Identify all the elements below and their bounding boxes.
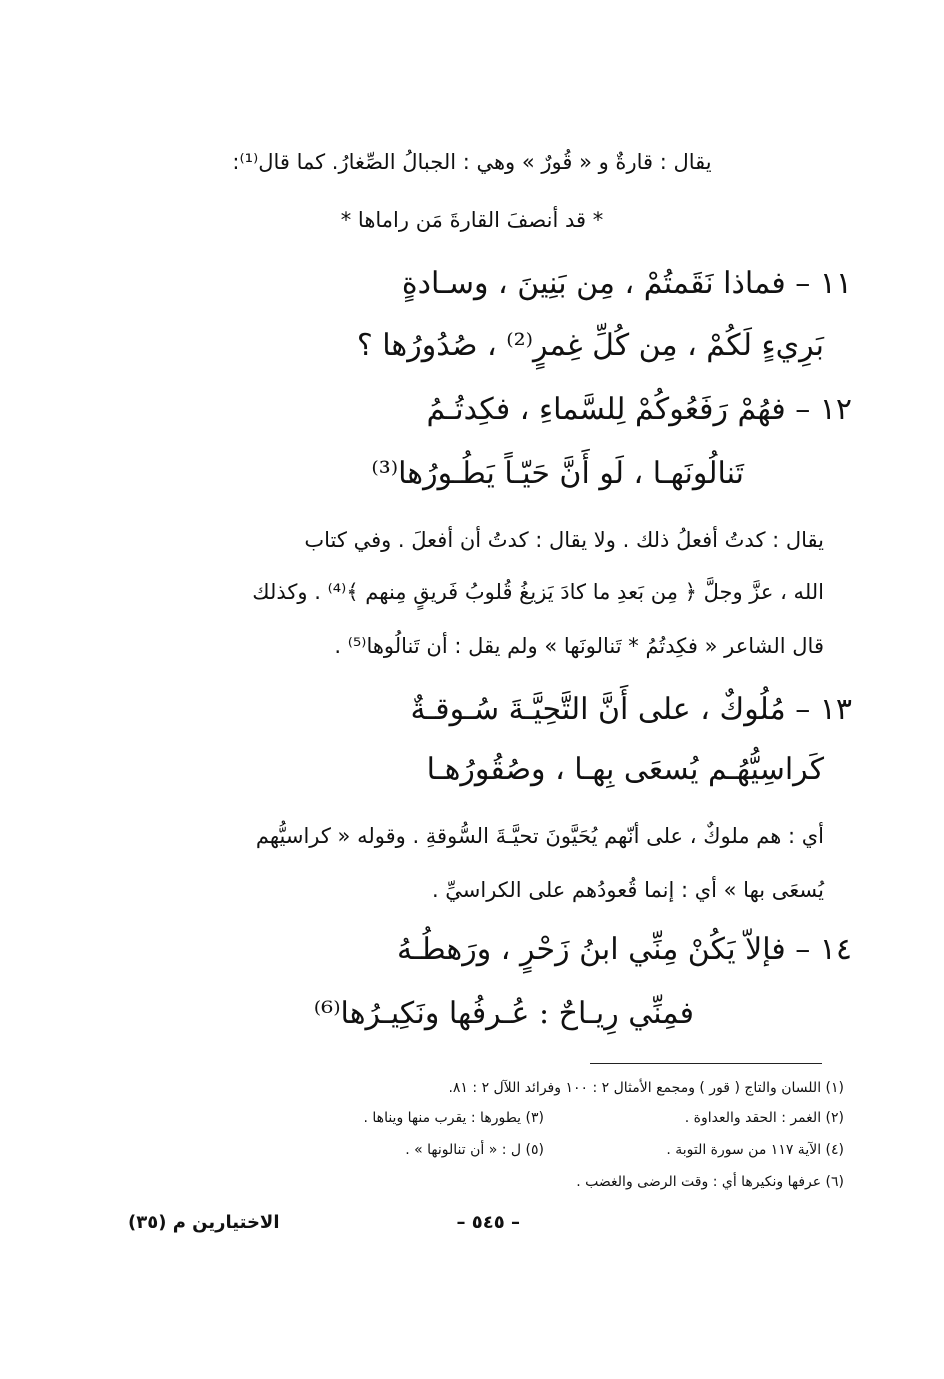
verse-14-first-hemistich: ١٤ – فإلاّ يَكُنْ مِنِّي ابنُ زَحْرٍ ، ورَهطُـهُ — [396, 932, 852, 967]
footnote-6: (٦) عرفها ونكيرها أي : وقت الرضى والغضب . — [576, 1174, 844, 1190]
footnote-4: (٤) الآية ١١٧ من سورة التوبة . — [666, 1142, 844, 1158]
commentary-1-line-3: قال الشاعر « فكِدتُمُ * تَنالونَها » ولم يقل : أن تَنالُوها⁽⁵⁾ . — [334, 634, 824, 658]
signature-mark: الاختيارين م (٣٥) — [128, 1212, 280, 1233]
intro-line: يقال : قارةٌ و « قُورٌ » وهي : الجبالُ الصِّغارُ. كما قال⁽¹⁾: — [232, 150, 712, 174]
footnote-1: (١) اللسان والتاج ( قور ) ومجمع الأمثال ٢ : ١٠٠ وفرائد اللآل ٢ : ٨١. — [448, 1080, 844, 1096]
commentary-1-line-1: يقال : كدتُ أفعلُ ذلك . ولا يقال : كدتُ أن أفعلَ . وفي كتاب — [304, 528, 824, 552]
verse-12-second-hemistich: تَنالُونَهـا ، لَو أَنَّ حَيّـاً يَطُـورُها⁽³⁾ — [371, 456, 744, 491]
verse-11-first-hemistich: ١١ – فماذا نَقَمتُمْ ، مِن بَنِينَ ، وسـادةٍ — [401, 266, 852, 301]
commentary-2-line-2: يُسعَى بها » أي : إنما قُعودُهم على الكراسيِّ . — [431, 878, 824, 902]
footnote-5: (٥) ل : « أن تنالونها » . — [405, 1142, 544, 1158]
quoted-hemistich: * قد أنصفَ القارةَ مَن راماها * — [340, 208, 604, 232]
commentary-2-line-1: أي : هم ملوكٌ ، على أنّهم يُحَيَّونَ تحيَّـةَ السُّوقةِ . وقوله « كراسيُّهم — [255, 824, 824, 848]
footnote-3: (٣) يطورها : يقرب منها ويناها . — [363, 1110, 544, 1126]
verse-14-second-hemistich: فمِنِّي رِيـاحٌ : عُـرفُها ونَكِيـرُها⁽⁶⁾ — [313, 996, 694, 1031]
verse-12-first-hemistich: ١٢ – فهُمْ رَفَعُوكُمْ لِلسَّماءِ ، فكِدتُـمُ — [426, 392, 852, 427]
commentary-1-line-2: الله ، عزَّ وجلَّ ﴿ مِن بَعدِ ما كادَ يَزيغُ قُلوبُ فَريقٍ مِنهم ﴾⁽⁴⁾ . وكذلك — [252, 580, 824, 604]
page-number: – ٥٤٥ – — [456, 1212, 520, 1233]
footnote-separator — [590, 1063, 822, 1064]
verse-13-second-hemistich: كَراسِيُّهُـم يُسعَى بِهـا ، وصُقُورُهـا — [426, 752, 824, 787]
footnote-2: (٢) الغمر : الحقد والعداوة . — [684, 1110, 844, 1126]
verse-11-second-hemistich: بَرِيءٍ لَكُمْ ، مِن كُلِّ غِمرٍ⁽²⁾ ، صُدُورُها ؟ — [356, 328, 824, 363]
verse-13-first-hemistich: ١٣ – مُلُوكٌ ، على أَنَّ التَّحِيَّـةَ سُـوقـةٌ — [410, 692, 852, 727]
